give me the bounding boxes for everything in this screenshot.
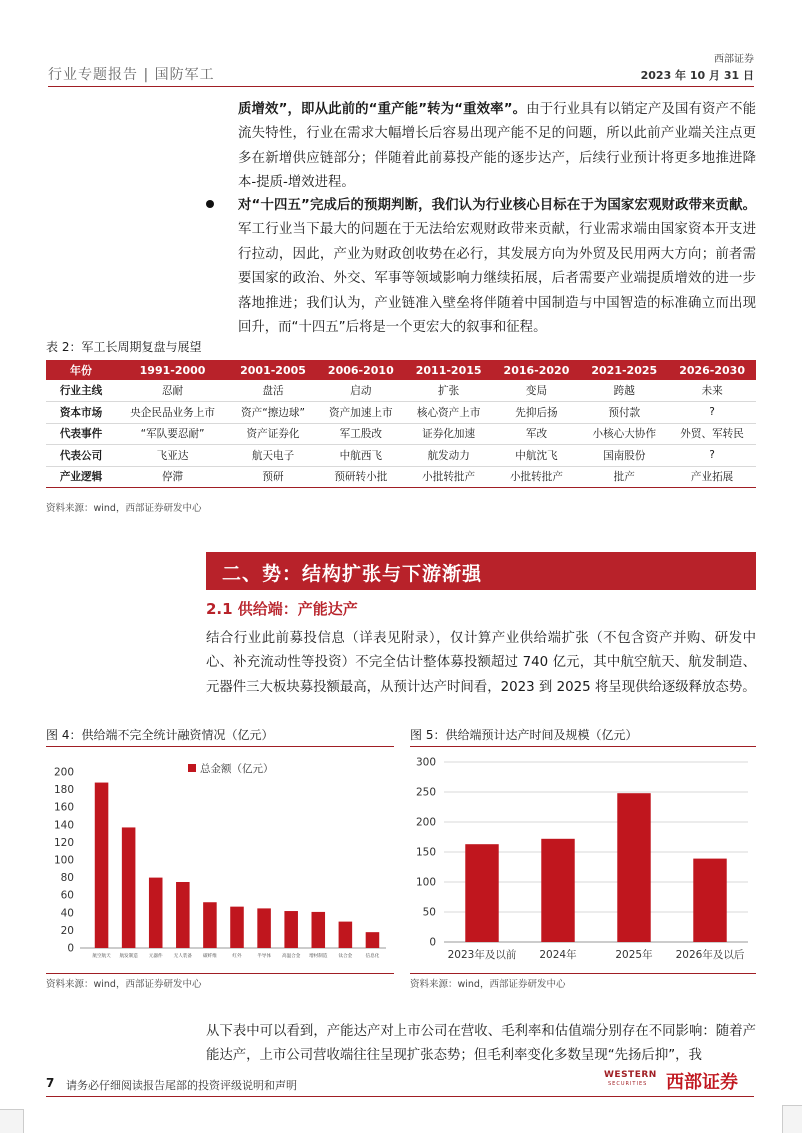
table-cell: 中航沈飞 bbox=[493, 445, 581, 467]
table-cell: 预研转小批 bbox=[317, 466, 405, 488]
bar bbox=[465, 844, 498, 942]
table-header-cell: 2026-2030 bbox=[668, 360, 756, 380]
table-row-label: 行业主线 bbox=[46, 380, 116, 402]
y-tick-label: 150 bbox=[415, 846, 436, 859]
x-tick-label: 半导体 bbox=[257, 954, 271, 959]
figure-4-top-rule bbox=[46, 746, 394, 747]
table-cell: 军工股改 bbox=[317, 423, 405, 445]
bar bbox=[257, 908, 271, 948]
table-row-label: 产业逻辑 bbox=[46, 466, 116, 488]
table-cell: 中航西飞 bbox=[317, 445, 405, 467]
logo-en2: SECURITIES bbox=[608, 1081, 648, 1087]
table-cell: 未来 bbox=[668, 380, 756, 402]
footer-divider bbox=[46, 1096, 754, 1097]
corner-fold-right bbox=[782, 1105, 802, 1133]
paragraph-1-bold: 质增效”，即从此前的“重产能”转为“重效率”。 bbox=[238, 102, 527, 117]
legend-label: 总金额（亿元） bbox=[200, 763, 274, 775]
table-cell: 资产“擦边球” bbox=[229, 402, 317, 424]
table-header-cell: 2016-2020 bbox=[493, 360, 581, 380]
table-cell: 证券化加速 bbox=[405, 423, 493, 445]
table-row-label: 资本市场 bbox=[46, 402, 116, 424]
figure-5-bottom-rule bbox=[410, 973, 756, 974]
bar bbox=[122, 827, 136, 948]
bar bbox=[176, 882, 190, 948]
x-tick-label: 航发制造 bbox=[119, 954, 138, 959]
figure-5-chart bbox=[410, 752, 756, 968]
bar bbox=[230, 907, 244, 948]
x-tick-label: 2026年及以后 bbox=[675, 949, 745, 961]
logo-cn: 西部证券 bbox=[666, 1072, 738, 1093]
legend-swatch bbox=[188, 764, 196, 772]
bar bbox=[617, 793, 650, 942]
y-tick-label: 80 bbox=[60, 872, 74, 885]
y-tick-label: 140 bbox=[53, 819, 74, 832]
table-cell: 扩张 bbox=[405, 380, 493, 402]
y-tick-label: 250 bbox=[415, 786, 436, 799]
logo-en: WESTERN bbox=[604, 1070, 657, 1080]
paragraph-1 bbox=[238, 98, 756, 196]
table-cell: 央企民品业务上市 bbox=[116, 402, 229, 424]
x-tick-label: 2023年及以前 bbox=[447, 949, 517, 961]
bar bbox=[693, 859, 726, 942]
x-tick-label: 2025年 bbox=[615, 949, 653, 961]
table-row bbox=[46, 466, 756, 488]
company-logo bbox=[604, 1070, 754, 1092]
x-tick-label: 信息化 bbox=[365, 954, 380, 959]
table-cell: ? bbox=[668, 402, 756, 424]
table-cell: “军队要忍耐” bbox=[116, 423, 229, 445]
table-cell: 军改 bbox=[493, 423, 581, 445]
table-header-cell: 年份 bbox=[46, 360, 116, 380]
corner-fold-left bbox=[0, 1109, 24, 1133]
table-cell: 小批转批产 bbox=[493, 466, 581, 488]
figure-4-chart bbox=[46, 752, 394, 968]
x-tick-label: 2024年 bbox=[539, 949, 577, 961]
table-header-cell: 2011-2015 bbox=[405, 360, 493, 380]
bar bbox=[541, 839, 574, 942]
table-source: 资料来源：wind，西部证券研发中心 bbox=[46, 503, 202, 514]
header-meta bbox=[641, 52, 754, 84]
table-cell: 批产 bbox=[580, 466, 668, 488]
x-tick-label: 增材制造 bbox=[309, 954, 328, 959]
bar bbox=[95, 783, 109, 948]
table-cell: 航发动力 bbox=[405, 445, 493, 467]
paragraph-2 bbox=[238, 194, 756, 340]
paragraph-1-text: 由于行业具有以销定产及国有资产不能流失特性，行业在需求大幅增长后容易出现产能不足的问题，所以此前产业端关注点更多在新增供应链部分；伴随着此前募投产能的逐步达产，后续行业预计将更多地推进降本-提质-增效进程。 bbox=[238, 102, 756, 191]
table-header-row bbox=[46, 360, 756, 380]
table-cell: 资产证券化 bbox=[229, 423, 317, 445]
figure-5-top-rule bbox=[410, 746, 756, 747]
footer-disclaimer: 请务必仔细阅读报告尾部的投资评级说明和声明 bbox=[66, 1079, 297, 1092]
bar bbox=[284, 911, 298, 948]
subsection-title: 2.1 供给端：产能达产 bbox=[206, 600, 358, 618]
table-row-label: 代表事件 bbox=[46, 423, 116, 445]
table-cell: 飞亚达 bbox=[116, 445, 229, 467]
table-row bbox=[46, 445, 756, 467]
x-tick-label: 红外 bbox=[232, 954, 242, 959]
x-tick-label: 元器件 bbox=[148, 954, 163, 959]
y-tick-label: 120 bbox=[53, 836, 74, 849]
figure-4-bottom-rule bbox=[46, 973, 394, 974]
table-cell: 启动 bbox=[317, 380, 405, 402]
table-cell: 小核心大协作 bbox=[580, 423, 668, 445]
figure-5-source: 资料来源：wind，西部证券研发中心 bbox=[410, 979, 566, 990]
paragraph-2-text: 军工行业当下最大的问题在于无法给宏观财政带来贡献，行业需求端由国家资本开支进行拉动，因此，产业为财政创收势在必行，其发展方向为外贸及民用两大方向；前者需要国家的政治、外交、军事等领域影响力继续拓展，后者需要产业端提质增效的进一步落地推进；我们认为，产业链准入壁垒将伴随着中国制造与中国智造的标准确立而出现回升，而“十四五”后将是一个更宏大的叙事和征程。 bbox=[238, 222, 756, 336]
paragraph-2-bold: 对“十四五”完成后的预期判断，我们认为行业核心目标在于为国家宏观财政带来贡献。 bbox=[238, 198, 756, 213]
table-cell: 停滞 bbox=[116, 466, 229, 488]
table-cell: 产业拓展 bbox=[668, 466, 756, 488]
bar bbox=[312, 912, 326, 948]
y-tick-label: 0 bbox=[429, 936, 436, 949]
table-title: 表 2：军工长周期复盘与展望 bbox=[46, 340, 202, 354]
x-tick-label: 航空航天 bbox=[92, 954, 111, 959]
table-cell: 外贸、军转民 bbox=[668, 423, 756, 445]
table-cell: 跨越 bbox=[580, 380, 668, 402]
figure-4-source: 资料来源：wind，西部证券研发中心 bbox=[46, 979, 202, 990]
table-row-label: 代表公司 bbox=[46, 445, 116, 467]
table-cell: 核心资产上市 bbox=[405, 402, 493, 424]
y-tick-label: 200 bbox=[415, 816, 436, 829]
table-cell: 预研 bbox=[229, 466, 317, 488]
y-tick-label: 200 bbox=[53, 766, 74, 779]
x-tick-label: 钛合金 bbox=[338, 954, 353, 959]
table-row bbox=[46, 423, 756, 445]
y-tick-label: 160 bbox=[53, 801, 74, 814]
header-date: 2023 年 10 月 31 日 bbox=[640, 69, 754, 82]
figure-5-title: 图 5：供给端预计达产时间及规模（亿元） bbox=[410, 728, 638, 742]
table-cell: ? bbox=[668, 445, 756, 467]
table-cell: 忍耐 bbox=[116, 380, 229, 402]
section-title: 二、势：结构扩张与下游渐强 bbox=[222, 563, 483, 585]
table-cell: 小批转批产 bbox=[405, 466, 493, 488]
y-tick-label: 180 bbox=[53, 784, 74, 797]
table-cell: 变局 bbox=[493, 380, 581, 402]
bar bbox=[149, 878, 163, 948]
bar bbox=[366, 932, 380, 948]
table-cell: 盘活 bbox=[229, 380, 317, 402]
table-header-cell: 1991-2000 bbox=[116, 360, 229, 380]
table-row bbox=[46, 380, 756, 402]
y-tick-label: 0 bbox=[67, 942, 74, 955]
table-cell: 先抑后扬 bbox=[493, 402, 581, 424]
y-tick-label: 300 bbox=[415, 756, 436, 769]
figure-4-title: 图 4：供给端不完全统计融资情况（亿元） bbox=[46, 728, 274, 742]
y-tick-label: 100 bbox=[53, 854, 74, 867]
x-tick-label: 无人装备 bbox=[173, 954, 193, 959]
x-tick-label: 高温合金 bbox=[281, 954, 301, 959]
y-tick-label: 20 bbox=[60, 924, 74, 937]
table-row bbox=[46, 402, 756, 424]
page-number: 7 bbox=[46, 1076, 55, 1090]
y-tick-label: 100 bbox=[415, 876, 436, 889]
paragraph-3: 结合行业此前募投信息（详表见附录），仅计算产业供给端扩张（不包含资产并购、研发中心、补充流动性等投资）不完全估计整体募投额超过 740 亿元，其中航空航天、航发制造、元器件三大板块募投额最高，从预计达产时间看，2023 到 2025 将呈现供给逐级释放态势。 bbox=[206, 631, 756, 695]
table-header-cell: 2021-2025 bbox=[580, 360, 668, 380]
table-header-cell: 2006-2010 bbox=[317, 360, 405, 380]
table-cell: 预付款 bbox=[580, 402, 668, 424]
x-tick-label: 碳纤维 bbox=[203, 954, 217, 959]
header-divider bbox=[48, 86, 754, 87]
y-tick-label: 50 bbox=[422, 906, 436, 919]
section-heading-bar bbox=[206, 552, 756, 590]
table-cell: 资产加速上市 bbox=[317, 402, 405, 424]
y-tick-label: 40 bbox=[60, 907, 74, 920]
y-tick-label: 60 bbox=[60, 889, 74, 902]
table-header-cell: 2001-2005 bbox=[229, 360, 317, 380]
cycle-table bbox=[46, 360, 756, 488]
table-cell: 国南股份 bbox=[580, 445, 668, 467]
bar bbox=[203, 902, 217, 948]
table-cell: 航天电子 bbox=[229, 445, 317, 467]
paragraph-4: 从下表中可以看到，产能达产对上市公司在营收、毛利率和估值端分别存在不同影响：随着产能达产，上市公司营收端往往呈现扩张态势；但毛利率变化多数呈现“先扬后抑”，我 bbox=[206, 1024, 756, 1064]
bullet-icon bbox=[206, 200, 214, 208]
header-company: 西部证券 bbox=[714, 54, 754, 65]
bar bbox=[339, 922, 353, 948]
report-category: 行业专题报告 | 国防军工 bbox=[48, 67, 215, 83]
